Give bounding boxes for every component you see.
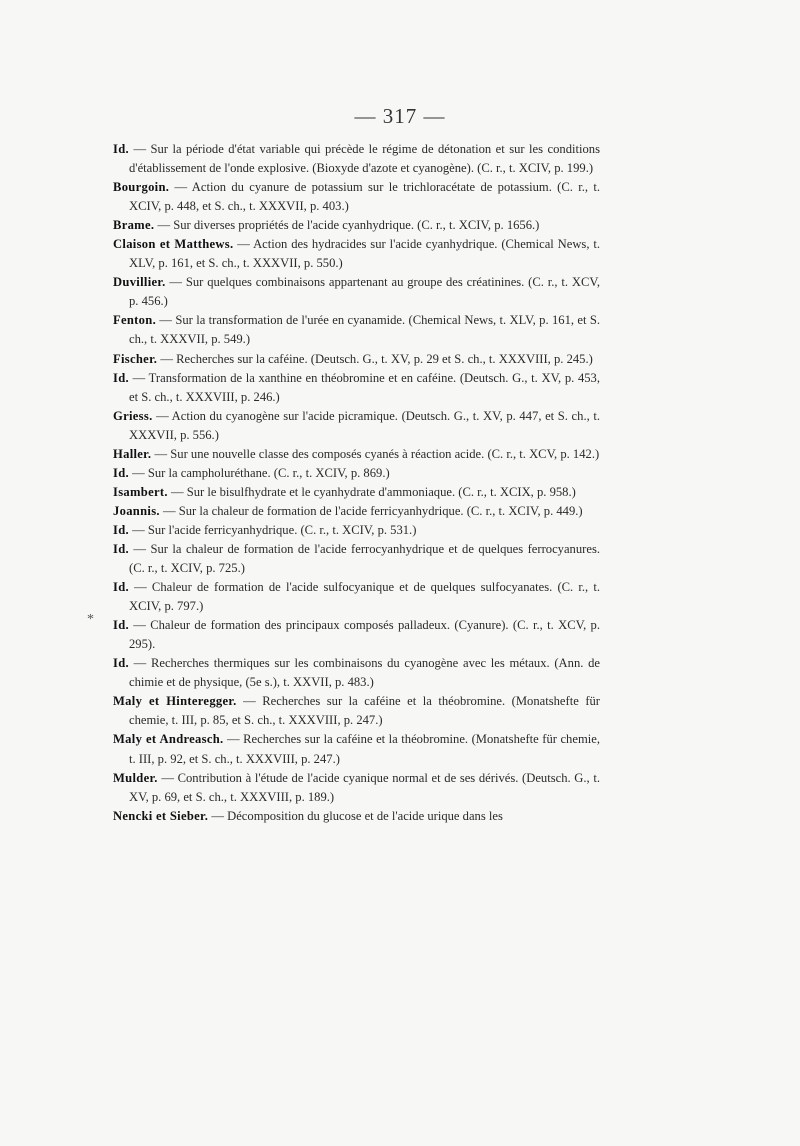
entry-text: — Sur la période d'état variable qui précède le régime de détonation et sur les conditions d'établissement de l'onde explosive. (Bioxyde d'azote et cyanogène). (C. r., t. XCIV, p. 199.) [128,142,600,176]
bibliography-entry [113,216,600,235]
bibliography-entry [113,807,600,826]
bibliography-entry [113,578,600,616]
bibliography-entry [113,769,600,807]
bibliography-entry [113,445,600,464]
entry-author: Id. [113,580,129,595]
bibliography-entry [113,692,600,730]
entry-author: Maly et Hinteregger. [113,694,237,709]
entry-text: — Chaleur de formation de l'acide sulfocyanique et de quelques sulfocyanates. (C. r., t. XCIV, p. 797.) [128,580,600,614]
bibliography-entry [113,464,600,483]
entry-text: — Sur le bisulfhydrate et le cyanhydrate d'ammoniaque. (C. r., t. XCIX, p. 958.) [167,484,576,499]
entry-author: Joannis. [113,503,160,518]
entry-text: — Sur diverses propriétés de l'acide cyanhydrique. (C. r., t. XCIV, p. 1656.) [154,218,540,233]
entry-author: Id. [113,522,129,537]
bibliography-entry [113,273,600,311]
entry-author: Id. [113,618,129,633]
page-number: — 317 — [354,104,446,128]
entry-author: Haller. [113,446,152,461]
entry-text: — Sur la campholuréthane. (C. r., t. XCIV, p. 869.) [128,465,390,480]
entry-author: Id. [113,370,129,385]
bibliography-entry [113,616,600,654]
entry-text: — Sur quelques combinaisons appartenant au groupe des créatinines. (C. r., t. XCV, p. 456.) [129,275,600,309]
entry-author: Mulder. [113,770,158,785]
bibliography-entry [113,407,600,445]
bibliography-entry [113,483,600,502]
bibliography-entry [113,521,600,540]
margin-mark: * [87,612,94,627]
entry-text: — Recherches sur la caféine. (Deutsch. G., t. XV, p. 29 et S. ch., t. XXXVIII, p. 245.) [157,351,593,366]
entry-author: Nencki et Sieber. [113,808,209,823]
entry-text: — Sur une nouvelle classe des composés cyanés à réaction acide. (C. r., t. XCV, p. 142.) [151,446,600,461]
entry-text: — Recherches thermiques sur les combinaisons du cyanogène avec les métaux. (Ann. de chimie et de physique, (5e s.), t. XXVII, p. 483.) [128,656,600,690]
entry-author: Id. [113,656,129,671]
entry-text: — Contribution à l'étude de l'acide cyanique normal et de ses dérivés. (Deutsch. G., t. XV, p. 69, et S. ch., t. XXXVIII, p. 189.) [129,770,600,804]
bibliography-entry [113,369,600,407]
entry-text: — Sur la chaleur de formation de l'acide ferrocyanhydrique et de quelques ferrocyanures. (C. r., t. XCIV, p. 725.) [128,541,600,576]
entry-text: — Sur la chaleur de formation de l'acide ferricyanhydrique. (C. r., t. XCIV, p. 449.) [159,503,583,518]
bibliography-entry [113,235,600,273]
entry-author: Id. [113,541,129,556]
entry-text: — Décomposition du glucose et de l'acide urique dans les [208,808,503,823]
entry-author: Griess. [113,408,153,423]
entry-author: Duvillier. [113,275,166,290]
entry-author: Fenton. [113,313,157,328]
bibliography-entry [113,540,600,578]
bibliography-entry [113,350,600,369]
entry-text: — Action du cyanogène sur l'acide picramique. (Deutsch. G., t. XV, p. 447, et S. ch., t. XXXVII, p. 556.) [129,408,600,442]
bibliography-entry [113,502,600,521]
entry-author: Claison et Matthews. [113,237,234,252]
entry-author: Id. [113,465,129,480]
bibliography-list [113,140,600,826]
entry-author: Brame. [113,218,155,233]
entry-author: Maly et Andreasch. [113,732,224,747]
entry-author: Isambert. [113,484,168,499]
entry-text: — Recherches sur la caféine et la théobromine. (Monatshefte für chemie, t. III, p. 85, et S. ch., t. XXXVIII, p. 247.) [129,694,601,728]
entry-text: — Sur la transformation de l'urée en cyanamide. (Chemical News, t. XLV, p. 161, et S. ch., t. XXXVII, p. 549.) [129,313,600,347]
bibliography-entry [113,654,600,692]
entry-text: — Action des hydracides sur l'acide cyanhydrique. (Chemical News, t. XLV, p. 161, et S. ch., t. XXXVII, p. 550.) [129,237,601,271]
entry-text: — Chaleur de formation des principaux composés palladeux. (Cyanure). (C. r., t. XCV, p. 295). [128,618,600,652]
entry-author: Id. [113,142,129,156]
entry-text: — Sur l'acide ferricyanhydrique. (C. r., t. XCIV, p. 531.) [128,522,417,537]
entry-author: Bourgoin. [113,180,170,195]
entry-text: — Transformation de la xanthine en théobromine et en caféine. (Deutsch. G., t. XV, p. 453, et S. ch., t. XXXVIII, p. 246.) [128,370,600,404]
entry-text: — Recherches sur la caféine et la théobromine. (Monatshefte für chemie, t. III, p. 92, et S. ch., t. XXXVIII, p. 247.) [129,732,600,766]
entry-text: — Action du cyanure de potassium sur le trichloracétate de potassium. (C. r., t. XCIV, p. 448, et S. ch., t. XXXVII, p. 403.) [129,180,600,214]
bibliography-entry [113,311,600,349]
bibliography-entry [113,178,600,216]
bibliography-entry [113,140,600,178]
bibliography-entry [113,730,600,768]
entry-author: Fischer. [113,351,158,366]
